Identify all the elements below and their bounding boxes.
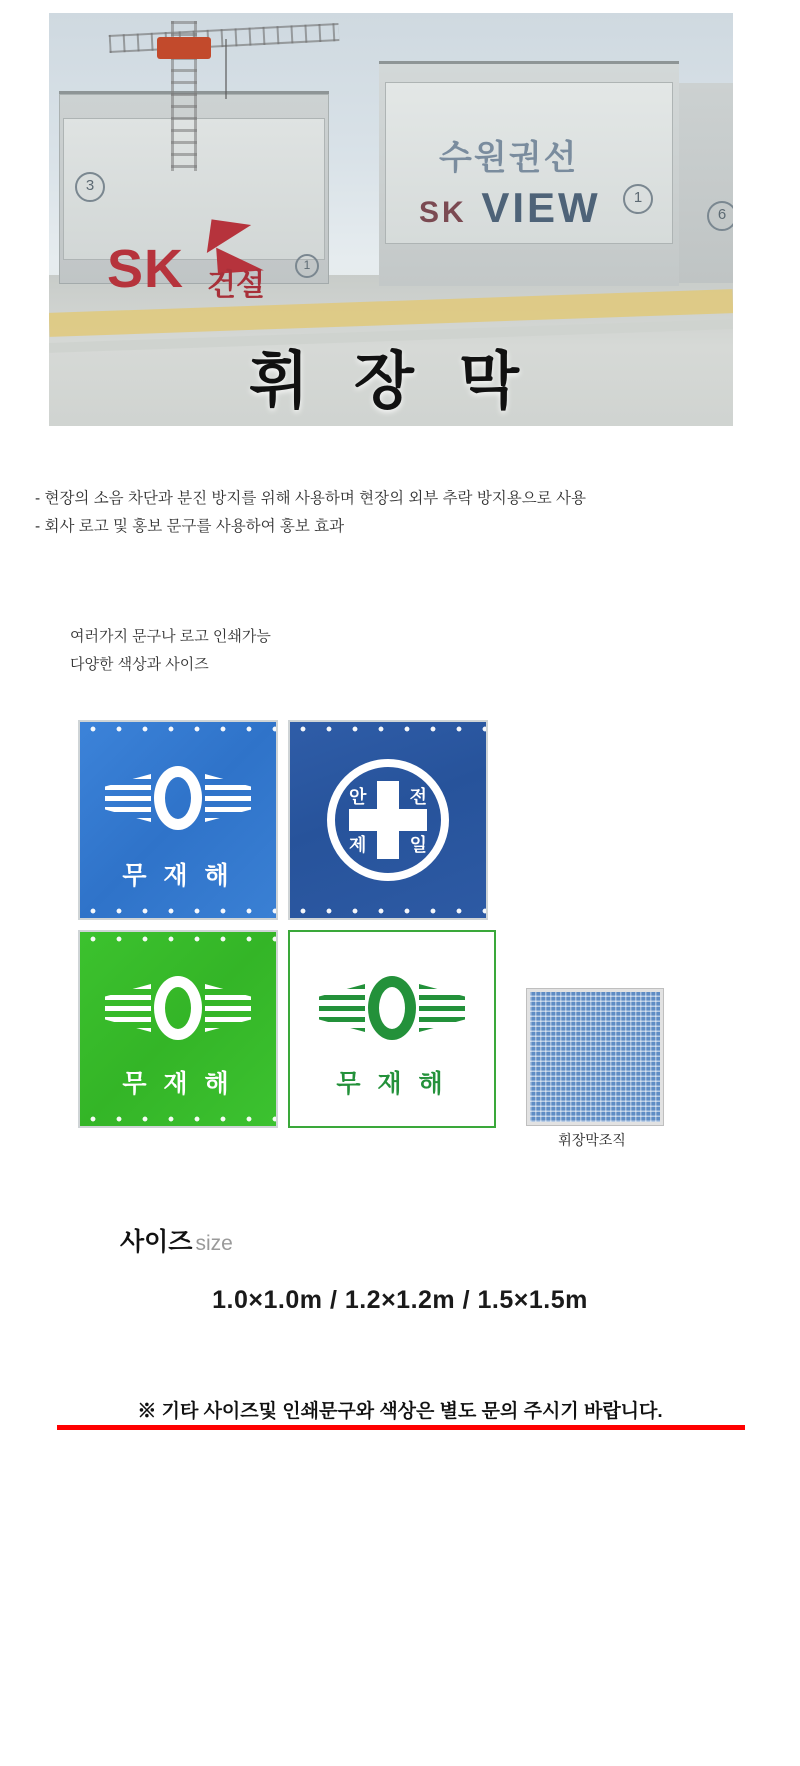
sample-banner-white: [288, 930, 496, 1128]
footer-rule-divider: [57, 1425, 745, 1430]
right-building: [379, 61, 679, 286]
sub-notes: [70, 623, 271, 679]
safety-char-4: 일: [409, 835, 427, 855]
zero-accident-logo-icon: [103, 976, 253, 1042]
safety-char-3: 제: [349, 835, 367, 855]
sk-korean-label: 건설: [207, 269, 265, 302]
feature-bullets: [35, 485, 765, 541]
safety-circle-icon: [327, 759, 449, 881]
sk-view-wordmark: [419, 184, 601, 232]
size-values: 1.0×1.0m / 1.2×1.2m / 1.5×1.5m: [212, 1286, 588, 1314]
hero-image: [49, 13, 733, 426]
right-circle-number: 1: [623, 184, 653, 214]
logo-rays-left-icon: [319, 984, 365, 1032]
zero-accident-logo-icon: [103, 766, 253, 832]
mesh-fabric-swatch: [527, 989, 663, 1125]
sub-note-1: 여러가지 문구나 로고 인쇄가능: [70, 628, 271, 645]
sub-note-2: 다양한 색상과 사이즈: [70, 656, 209, 673]
crane-cable-icon: [225, 39, 227, 99]
logo-rays-right-icon: [419, 984, 465, 1032]
size-heading: [120, 1222, 233, 1258]
size-heading-en: size: [195, 1232, 233, 1255]
left-circle-number: 3: [75, 172, 105, 202]
logo-oval-icon: [154, 976, 202, 1040]
logo-rays-right-icon: [205, 984, 251, 1032]
logo-rays-left-icon: [105, 774, 151, 822]
crane-cab-icon: [157, 37, 211, 59]
mesh-fabric-caption: 휘장막조직: [558, 1132, 626, 1148]
sk-view-sk-text: SK: [419, 196, 467, 229]
logo-rays-left-icon: [105, 984, 151, 1032]
cross-horizontal-icon: [349, 809, 427, 831]
project-name-text: 수원권선: [439, 139, 579, 177]
logo-oval-icon: [368, 976, 416, 1040]
footer-note: ※ 기타 사이즈및 인쇄문구와 색상은 별도 문의 주시기 바랍니다.: [137, 1401, 663, 1422]
zero-accident-logo-icon: [317, 976, 467, 1042]
page-title: 휘 장 막: [248, 347, 534, 416]
sample-banner-green-caption: 무 재 해: [122, 1070, 234, 1098]
bullet-item-1: - 현장의 소음 차단과 분진 방지를 위해 사용하며 현장의 외부 추락 방지용으로 사용: [35, 490, 586, 507]
bullet-item-2: - 회사 로고 및 홍보 문구를 사용하여 홍보 효과: [35, 518, 345, 535]
sk-logo-left: [89, 198, 319, 308]
logo-rays-right-icon: [205, 774, 251, 822]
sample-banner-green: [78, 930, 278, 1128]
safety-char-2: 전: [409, 787, 427, 807]
far-building: [679, 83, 733, 283]
sample-banner-white-caption: 무 재 해: [336, 1070, 448, 1098]
far-circle-number: 6: [707, 201, 733, 231]
sk-wordmark: SK: [107, 239, 185, 299]
logo-oval-icon: [154, 766, 202, 830]
safety-char-1: 안: [349, 787, 367, 807]
sample-gallery: [0, 712, 800, 1162]
sk-view-view-text: VIEW: [481, 184, 601, 231]
size-heading-ko: 사이즈: [120, 1228, 193, 1256]
sample-banner-blue-caption: 무 재 해: [122, 862, 234, 890]
left-circle-number-small: 1: [295, 254, 319, 278]
sample-banner-blue: [78, 720, 278, 920]
sample-banner-navy: [288, 720, 488, 920]
